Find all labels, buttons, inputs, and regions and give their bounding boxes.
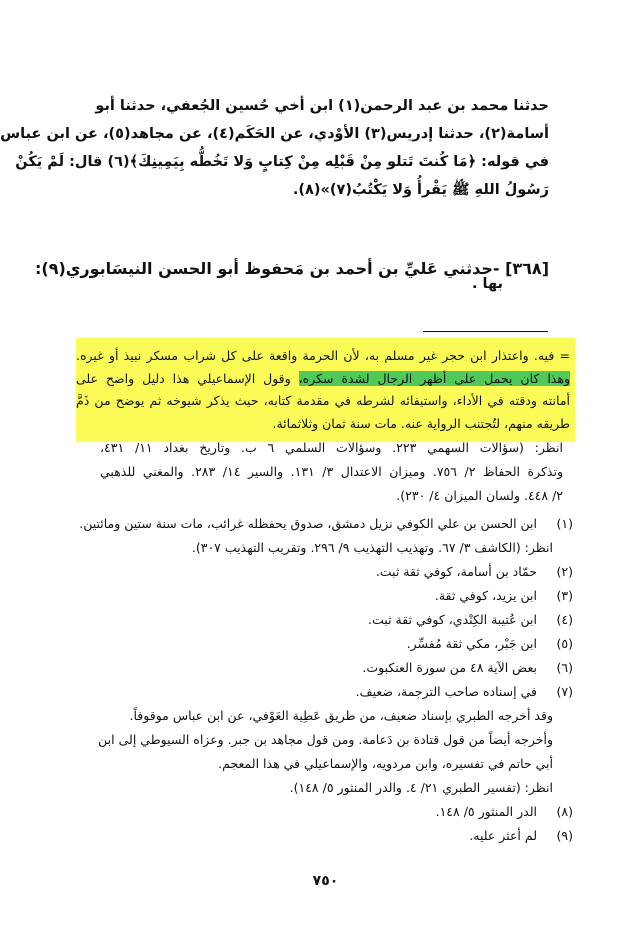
footnote-subline: انظر: (الكاشف ٣/ ٦٧. وتهذيب التهذيب ٩/ ٢٩٦. وتقريب التهذيب ٣٠٧). bbox=[191, 540, 553, 555]
footnote-subline: وأخرجه أيضاً من قول قتادة بن دَعامة. ومن قول مجاهد بن جبر. وعزاه السيوطي إلى ابن bbox=[98, 732, 553, 747]
footnote-text: ابن الحسن بن علي الكوفي نزيل دمشق، صدوق يحفظله غرائب، مات سنة ستين ومائتين. bbox=[79, 516, 537, 531]
footnote-subline: انظر: (تفسير الطبري ٢١/ ٤. والدر المنثور ٥/ ١٤٨). bbox=[289, 780, 553, 795]
footnote-item bbox=[100, 680, 573, 704]
entry-line: [٣٦٨] -حدثني عَليِّ بن أحمد بن مَحفوظ أبو الحسن النيسَابوري(٩): bbox=[34, 259, 549, 278]
footnote-number: (٨) bbox=[556, 804, 573, 819]
footnote-text: في إسناده صاحب الترجمة، ضعيف. bbox=[355, 684, 537, 699]
footnote-number: (٩) bbox=[556, 828, 573, 843]
note-line: ٢/ ٤٤٨. ولسان الميزان ٤/ ٢٣٠). bbox=[396, 488, 563, 503]
footnote-item bbox=[79, 512, 573, 536]
note-line: أمانته ودقته في الأداء، واستيفائه لشرطه في مقدمة كتابه، حيث يذكر شيوخه ثم يوضح من ذَمَّ bbox=[76, 393, 570, 408]
footnote-item bbox=[100, 608, 573, 632]
footnote-text: ابن يزيد، كوفي ثقة. bbox=[434, 588, 537, 603]
page-number: ٧٥٠ bbox=[312, 873, 339, 889]
highlighted-footnote-continuation bbox=[76, 345, 570, 435]
footnote-item bbox=[100, 560, 573, 584]
note-line: = فيه. واعتذار ابن حجر غير مسلم به، لأن الحرمة واقعة على كل شراب مسكر نبيذ أو غيره. bbox=[76, 348, 570, 363]
note-line-rest: وقول الإسماعيلي هذا دليل واضح على bbox=[76, 370, 299, 386]
footnote-item bbox=[100, 656, 573, 680]
footnote-text: لم أعثر عليه. bbox=[469, 828, 537, 843]
text-line: في قوله: ﴿مَا كُنتَ تَتلو مِنْ قَبْلِه مِنْ كِتابٍ وَلا تَخُطُّه بِيَمِينِكَ﴾(٦) قال: لَمْ يَكُنْ bbox=[15, 154, 549, 170]
footnote-subline: أبي حاتم في تفسيره، وابن مردويه، والإسماعيلي في هذا المعجم. bbox=[218, 756, 553, 771]
footnote-item bbox=[100, 632, 573, 656]
footnote-text: حمّاد بن أسامة، كوفي ثقة ثبت. bbox=[375, 564, 537, 579]
footnote-text: ابن جَبْر، مكي ثقة مُفسِّر. bbox=[406, 636, 537, 651]
footnote-text: بعض الآية ٤٨ من سورة العنكبوت. bbox=[362, 660, 537, 675]
note-line: انظر: (سؤالات السهمي ٢٢٣. وسؤالات السلمي ٦ ب. وتاريخ بغداد ١١/ ٤٣١، bbox=[100, 440, 563, 455]
note-line: وتذكرة الحفاظ ٢/ ٧٥٦. وميزان الاعتدال ٣/ ١٣١. والسير ١٤/ ٢٨٣. والمغني للذهبي bbox=[100, 464, 564, 479]
note-references bbox=[100, 436, 563, 508]
footnote-number: (٤) bbox=[556, 612, 573, 627]
footnote-subline: وقد أخرجه الطبري بإسناد ضعيف، من طريق عَطِية العَوْفي، عن ابن عباس موقوفاً. bbox=[129, 708, 553, 723]
footnotes-list bbox=[79, 512, 573, 848]
hadith-text bbox=[0, 92, 549, 204]
note-line bbox=[76, 368, 570, 391]
footnote-text: الدر المنثور ٥/ ١٤٨. bbox=[435, 804, 537, 819]
footnote-number: (٣) bbox=[556, 588, 573, 603]
text-line: رَسُولُ اللهِ ﷺ يَقْرأُ وَلا يَكْتُبُ(٧)»(٨). bbox=[292, 182, 549, 198]
footnote-number: (٥) bbox=[556, 636, 573, 651]
entry-continuation bbox=[100, 270, 503, 298]
text-line: حدثنا محمد بن عبد الرحمن(١) ابن أخي حُسين الجُعفي، حدثنا أبو bbox=[95, 98, 549, 114]
footnote-number: (٢) bbox=[556, 564, 573, 579]
footnote-item bbox=[100, 824, 573, 848]
text-line: بها . bbox=[471, 276, 503, 292]
footnote-number: (٦) bbox=[556, 660, 573, 675]
footnote-number: (١) bbox=[556, 516, 573, 531]
footnote-item bbox=[100, 584, 573, 608]
footnote-item bbox=[100, 800, 573, 824]
text-line: أسامة(٢)، حدثنا إدريس(٣) الأوْدي، عن الحَكَم(٤)، عن مجاهد(٥)، عن ابن عباس bbox=[0, 126, 549, 142]
footnote-number: (٧) bbox=[556, 684, 573, 699]
note-line: طريقه منهم، لتُجتنب الرواية عنه. مات سنة ثمان وثلاثمائة. bbox=[272, 415, 570, 431]
inner-highlight: وهذا كان يحمل على أظهر الرجال لشدة سكره، bbox=[298, 370, 570, 386]
footnote-text: ابن عُتيبة الكِنْدي، كوفي ثقة ثبت. bbox=[368, 612, 537, 627]
